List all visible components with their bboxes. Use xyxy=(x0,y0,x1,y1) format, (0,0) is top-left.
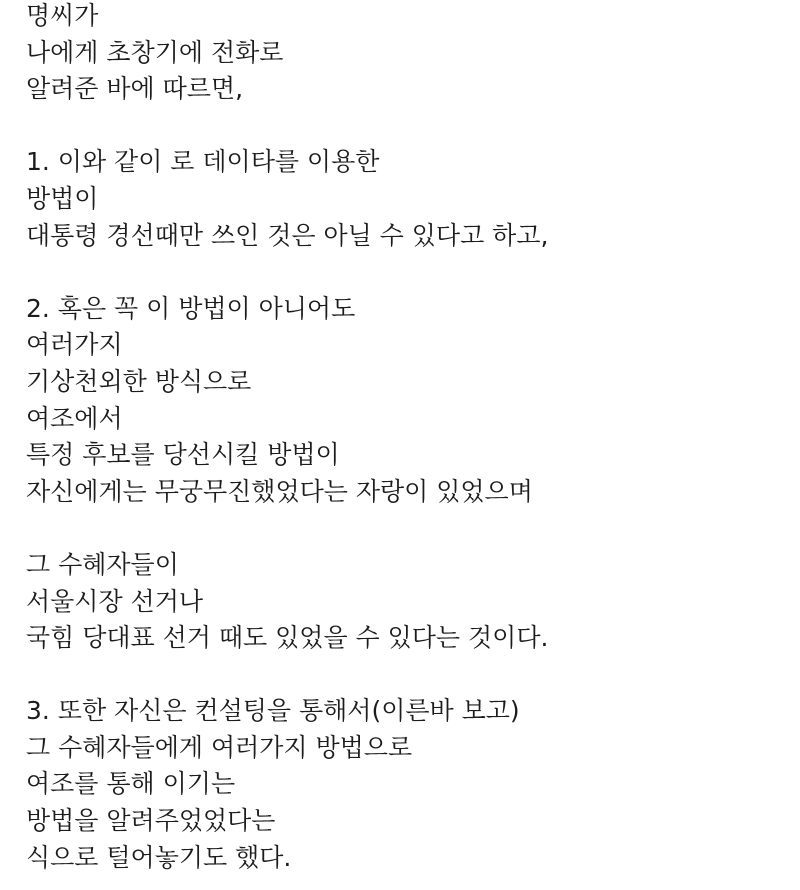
text-line: 그 수혜자들에게 여러가지 방법으로 xyxy=(26,732,413,762)
text-line: 방법이 xyxy=(26,183,99,213)
text-line: 특정 후보를 당선시킬 방법이 xyxy=(26,440,340,470)
paragraph-intro xyxy=(26,0,800,108)
text-line: 서울시장 선거나 xyxy=(26,586,203,616)
text-line: 식으로 털어놓기도 했다. xyxy=(26,842,292,872)
paragraph-point-1 xyxy=(26,144,800,254)
text-line: 여조를 통해 이기는 xyxy=(26,769,236,799)
paragraph-point-3 xyxy=(26,693,800,876)
text-line: 알려준 바에 따르면, xyxy=(26,74,244,104)
text-line: 그 수혜자들이 xyxy=(26,549,179,579)
text-line: 방법을 알려주었었다는 xyxy=(26,806,276,836)
paragraph-point-2 xyxy=(26,291,800,511)
text-line: 3. 또한 자신은 컨설팅을 통해서(이른바 보고) xyxy=(26,696,520,726)
text-line: 2. 혹은 꼭 이 방법이 아니어도 xyxy=(26,293,356,323)
text-line: 자신에게는 무궁무진했었다는 자랑이 있었으며 xyxy=(26,476,533,506)
text-line: 여조에서 xyxy=(26,403,123,433)
text-line: 명씨가 xyxy=(26,1,99,30)
text-line: 나에게 초창기에 전화로 xyxy=(26,37,284,67)
paragraph-beneficiaries xyxy=(26,547,800,657)
text-line: 기상천외한 방식으로 xyxy=(26,366,252,396)
text-line: 국힘 당대표 선거 때도 있었을 수 있다는 것이다. xyxy=(26,623,549,653)
text-line: 대통령 경선때만 쓰인 것은 아닐 수 있다고 하고, xyxy=(26,220,549,250)
text-line: 1. 이와 같이 로 데이타를 이용한 xyxy=(26,147,380,177)
text-line: 여러가지 xyxy=(26,330,123,360)
